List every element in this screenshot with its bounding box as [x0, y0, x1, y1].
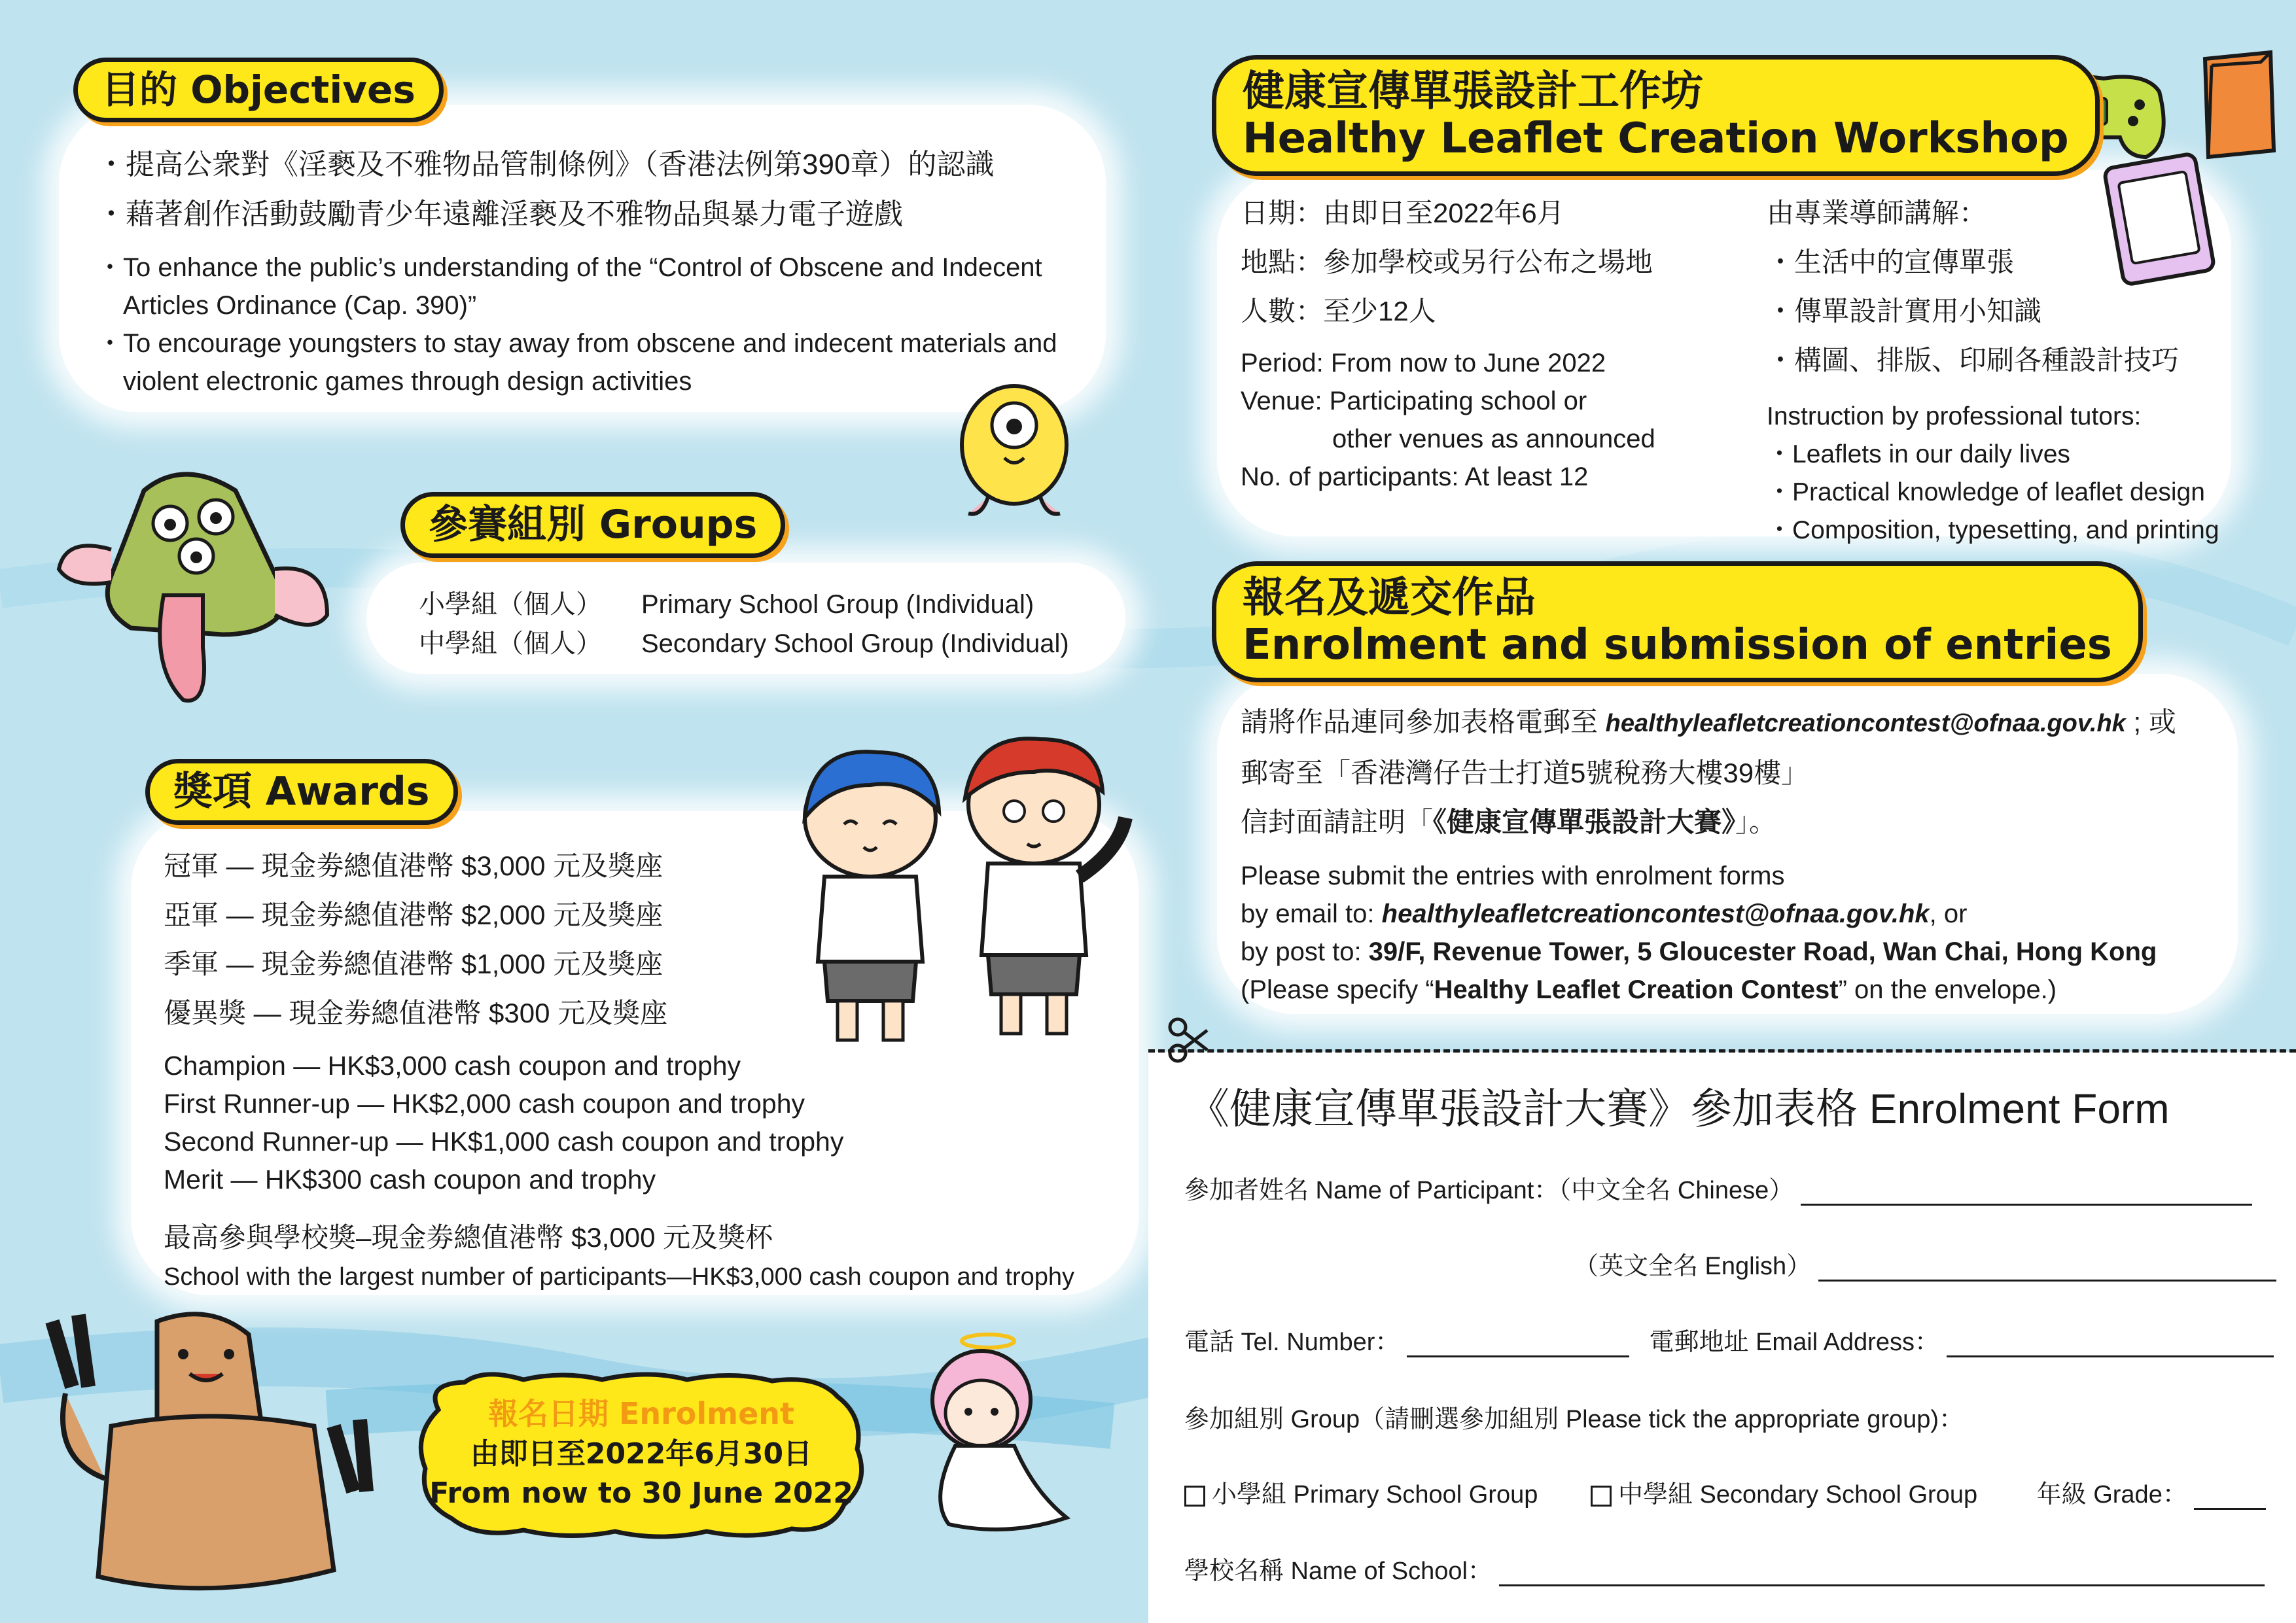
workshop-period-en: Period: From now to June 2022: [1241, 349, 1606, 377]
green-monster-illustration: [52, 451, 340, 726]
awards-heading: 獎項 Awards: [145, 759, 458, 825]
objective-en-2a: ・ To encourage youngsters to stay away from obscene and indecent materials and: [97, 324, 1057, 362]
enrolment-badge: [412, 1393, 870, 1512]
enrolment-badge-date-en: From now to 30 June 2022: [429, 1476, 853, 1510]
workshop-venue-en-1: Venue: Participating school or: [1241, 387, 1587, 415]
workshop-instruction-zh: [1767, 188, 2179, 385]
workshop-details-zh: [1241, 188, 1653, 336]
submission-en-line-3: by post to: 39/F, Revenue Tower, 5 Gloucester Road, Wan Chai, Hong Kong: [1241, 937, 2157, 966]
awards-zh-list: [164, 841, 667, 1038]
award-zh-first: 亞軍 — 現金劵總值港幣 $2,000 元及獎座: [164, 899, 663, 930]
award-en-second: Second Runner-up — HK$1,000 cash coupon and trophy: [164, 1126, 844, 1157]
submission-en: [1241, 857, 2157, 1009]
school-name-field[interactable]: [1499, 1562, 2265, 1586]
objective-en-1a: ・ To enhance the public’s understanding of the “Control of Obscene and Indecent: [97, 249, 1057, 287]
form-group-options: 小學組 Primary School Group 中學組 Secondary School Group 年級 Grade：: [1184, 1474, 2266, 1510]
objective-en-2b: violent electronic games through design activities: [123, 367, 692, 396]
award-school-zh: 最高參與學校獎–現金劵總值港幣 $3,000 元及獎杯: [164, 1222, 773, 1253]
award-en-first: First Runner-up — HK$2,000 cash coupon and trophy: [164, 1089, 805, 1119]
form-english-row: （英文全名 English）: [1574, 1246, 2276, 1282]
workshop-venue-en-2: other venues as announced: [1332, 425, 1655, 453]
submission-email-en[interactable]: healthyleafletcreationcontest@ofnaa.gov.hk: [1381, 899, 1930, 928]
groups-heading: 參賽組別 Groups: [400, 492, 785, 558]
objective-en-1b: Articles Ordinance (Cap. 390)”: [123, 291, 477, 320]
award-en-champion: Champion — HK$3,000 cash coupon and trophy: [164, 1051, 741, 1081]
submission-heading: [1212, 561, 2143, 682]
name-chinese-field[interactable]: [1801, 1181, 2252, 1206]
form-title: 《健康宣傳單張設計大賽》參加表格 Enrolment Form: [1188, 1085, 2170, 1132]
submission-en-line-1: Please submit the entries with enrolment forms: [1241, 862, 1785, 890]
workshop-participants-en: No. of participants: At least 12: [1241, 462, 1589, 491]
workshop-instruction-en-3: ・ Composition, typesetting, and printing: [1767, 512, 2219, 550]
form-school-row: 學校名稱 Name of School：: [1184, 1550, 2265, 1586]
workshop-instruction-en-1: ・ Leaflets in our daily lives: [1767, 436, 2219, 474]
primary-group-checkbox[interactable]: [1184, 1486, 1205, 1507]
group-primary-en: Primary School Group (Individual): [641, 590, 1034, 619]
cut-line: [1148, 1049, 2296, 1053]
submission-heading-zh: 報名及遞交作品: [1243, 574, 1536, 622]
award-en-merit: Merit — HK$300 cash coupon and trophy: [164, 1164, 656, 1195]
name-english-field[interactable]: [1818, 1257, 2276, 1282]
workshop-instruction-title-en: Instruction by professional tutors:: [1767, 402, 2142, 430]
workshop-venue-zh: 地點：參加學校或另行公布之場地: [1241, 247, 1653, 277]
workshop-instruction-zh-2: ・ 傳單設計實用小知識: [1767, 287, 2179, 336]
workshop-instruction-en: [1767, 398, 2219, 550]
workshop-instruction-zh-1: ・ 生活中的宣傳單張: [1767, 237, 2179, 287]
objectives-en-list: [97, 249, 1057, 400]
awards-en-list: [164, 1047, 843, 1198]
form-group-label: 參加組別 Group（請刪選參加組別 Please tick the appropriate group)：: [1184, 1406, 1964, 1433]
form-contact-row: 電話 Tel. Number： 電郵地址 Email Address：: [1184, 1321, 2274, 1357]
submission-en-line-2: by email to: healthyleafletcreationcontest@ofnaa.gov.hk, or: [1241, 899, 1968, 928]
workshop-date-zh: 日期：由即日至2022年6月: [1241, 198, 1564, 228]
group-row-secondary: [419, 624, 1069, 663]
boys-illustration: [779, 720, 1145, 1060]
groups-list: [419, 585, 1069, 663]
tel-field[interactable]: [1407, 1333, 1629, 1357]
workshop-heading-zh: 健康宣傳單張設計工作坊: [1243, 67, 1703, 116]
submission-zh-line-3: 信封面請註明「《健康宣傳單張設計大賽》」。: [1241, 807, 1777, 837]
objective-zh-2: ・ 藉著創作活動鼓勵青少年遠離淫褻及不雅物品與暴力電子遊戲: [97, 190, 994, 239]
group-primary-zh: 小學組（個人）: [419, 590, 602, 619]
submission-email-zh[interactable]: healthyleafletcreationcontest@ofnaa.gov.hk: [1605, 710, 2126, 737]
award-zh-merit: 優異獎 — 現金劵總值港幣 $300 元及獎座: [164, 998, 668, 1028]
workshop-details-en: [1241, 344, 1655, 496]
angel-illustration: [903, 1328, 1099, 1537]
email-field[interactable]: [1947, 1333, 2274, 1357]
book-icon: [2192, 46, 2284, 164]
submission-zh-line-1: 請將作品連同參加表格電郵至 healthyleafletcreationcontest@ofnaa.gov.hk ; 或: [1241, 707, 2176, 737]
submission-en-line-4: (Please specify “Healthy Leaflet Creation Contest” on the envelope.): [1241, 975, 2057, 1004]
group-row-primary: [419, 585, 1069, 624]
awards-school: [164, 1218, 1074, 1297]
form-name-row: 參加者姓名 Name of Participant：（中文全名 Chinese）: [1184, 1170, 2252, 1206]
scissors-icon: [1165, 1014, 1210, 1066]
workshop-heading-en: Healthy Leaflet Creation Workshop: [1243, 114, 2069, 163]
enrolment-form: [1148, 1052, 2296, 1623]
secondary-group-checkbox[interactable]: [1591, 1486, 1612, 1507]
rock-golem-illustration: [26, 1295, 393, 1622]
award-school-en: School with the largest number of participants—HK$3,000 cash coupon and trophy: [164, 1263, 1075, 1291]
submission-zh: [1241, 697, 2176, 846]
workshop-heading: [1212, 55, 2100, 176]
group-secondary-en: Secondary School Group (Individual): [641, 629, 1069, 658]
submission-heading-en: Enrolment and submission of entries: [1243, 620, 2112, 669]
group-secondary-zh: 中學組（個人）: [419, 629, 602, 658]
objectives-zh-list: [97, 140, 994, 239]
workshop-instruction-en-2: ・ Practical knowledge of leaflet design: [1767, 474, 2219, 512]
grade-field[interactable]: [2194, 1486, 2266, 1510]
enrolment-badge-title: 報名日期 Enrolment: [487, 1396, 795, 1431]
objective-zh-1: ・ 提高公衆對《淫褻及不雅物品管制條例》（香港法例第390章）的認識: [97, 140, 994, 190]
workshop-instruction-zh-3: ・ 構圖、排版、印刷各種設計技巧: [1767, 336, 2179, 385]
award-zh-champion: 冠軍 — 現金劵總值港幣 $3,000 元及獎座: [164, 850, 663, 881]
award-zh-second: 季軍 — 現金劵總值港幣 $1,000 元及獎座: [164, 949, 663, 979]
submission-zh-line-2: 郵寄至「香港灣仔告士打道5號稅務大樓39樓」: [1241, 758, 1809, 788]
objectives-heading: 目的 Objectives: [73, 58, 444, 122]
enrolment-badge-date-zh: 由即日至2022年6月30日: [470, 1437, 813, 1471]
workshop-instruction-title-zh: 由專業導師講解：: [1767, 198, 1987, 228]
workshop-participants-zh: 人數：至少12人: [1241, 296, 1436, 326]
